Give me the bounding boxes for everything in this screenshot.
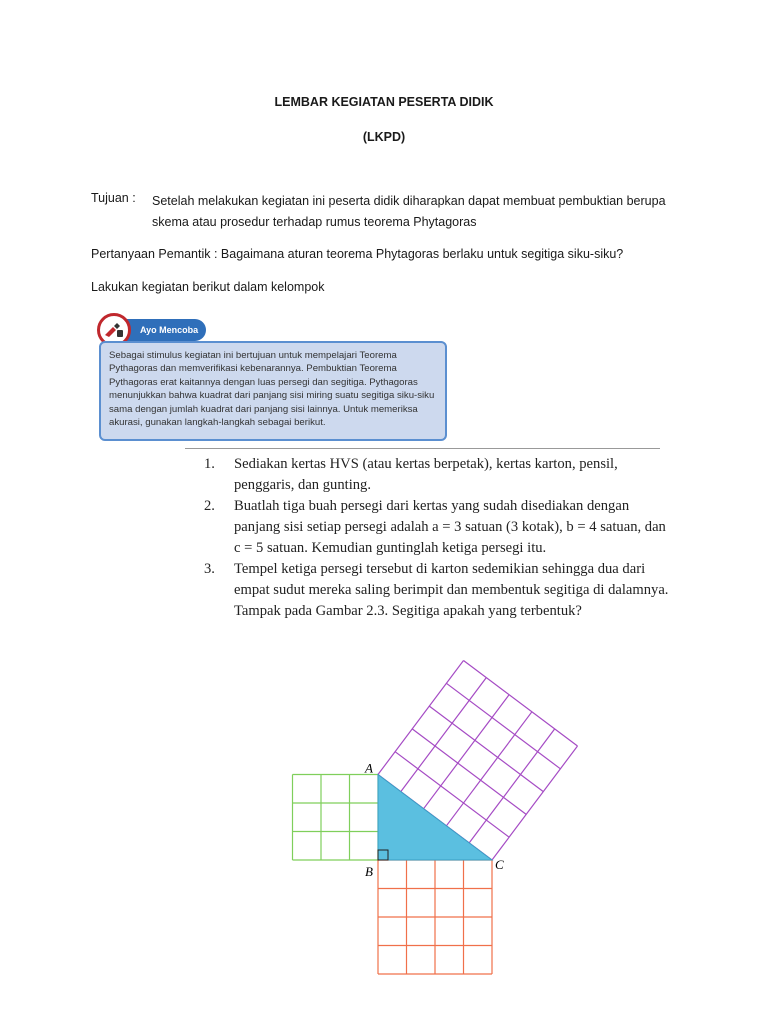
pertanyaan-pemantik: Pertanyaan Pemantik : Bagaimana aturan teorema Phytagoras berlaku untuk segitiga siku-siku? bbox=[91, 247, 624, 261]
step-text: Buatlah tiga buah persegi dari kertas yang sudah disediakan dengan panjang sisi setiap persegi adalah a = 3 satuan (3 kotak), b = 4 satuan, dan c = 5 satuan. Kemudian guntinglah ketiga persegi itu. bbox=[234, 498, 666, 556]
vertex-label-c: C bbox=[495, 857, 504, 872]
step-text: Tempel ketiga persegi tersebut di karton sedemikian sehingga dua dari empat sudut mereka saling berimpit dan membentuk segitiga di dalamnya. Tampak pada Gambar 2.3. Segitiga apakah yang terbentuk? bbox=[234, 561, 669, 619]
vertex-label-a: A bbox=[365, 760, 373, 776]
page-subtitle: (LKPD) bbox=[362, 130, 406, 144]
tujuan-text: Setelah melakukan kegiatan ini peserta didik diharapkan dapat membuat pembuktian berupa skema atau prosedur terhadap rumus teorema Phytagoras bbox=[152, 194, 666, 229]
list-item bbox=[204, 496, 674, 559]
square-a-grid bbox=[293, 775, 379, 861]
steps-list bbox=[204, 454, 674, 622]
step-number: 3. bbox=[204, 561, 215, 577]
list-item bbox=[204, 559, 674, 622]
step-number: 1. bbox=[204, 456, 215, 472]
step-number: 2. bbox=[204, 498, 215, 514]
tujuan-label: Tujuan : bbox=[91, 191, 136, 205]
ayo-mencoba-badge: Ayo Mencoba bbox=[100, 319, 206, 341]
square-b-grid bbox=[378, 860, 492, 974]
page-title: LEMBAR KEGIATAN PESERTA DIDIK bbox=[274, 95, 494, 109]
vertex-label-b: B bbox=[365, 864, 373, 879]
instruction-text: Lakukan kegiatan berikut dalam kelompok bbox=[91, 280, 325, 294]
list-item bbox=[204, 454, 674, 496]
divider bbox=[185, 448, 660, 449]
step-text: Sediakan kertas HVS (atau kertas berpetak), kertas karton, pensil, penggaris, dan gunting. bbox=[234, 456, 618, 493]
ayo-mencoba-box: Sebagai stimulus kegiatan ini bertujuan untuk mempelajari Teorema Pythagoras dan memverifikasi kebenarannya. Pembuktian Teorema Pythagoras erat kaitannya dengan luas persegi dan segitiga. Pythagoras menunjukkan bahwa kuadrat dari panjang sisi miring suatu segitiga siku-siku sama dengan jumlah kuadrat dari panjang sisi lainnya. Untuk memeriksa akurasi, gunakan langkah-langkah sebagai berikut. bbox=[99, 341, 447, 441]
pythagoras-figure bbox=[280, 650, 590, 980]
